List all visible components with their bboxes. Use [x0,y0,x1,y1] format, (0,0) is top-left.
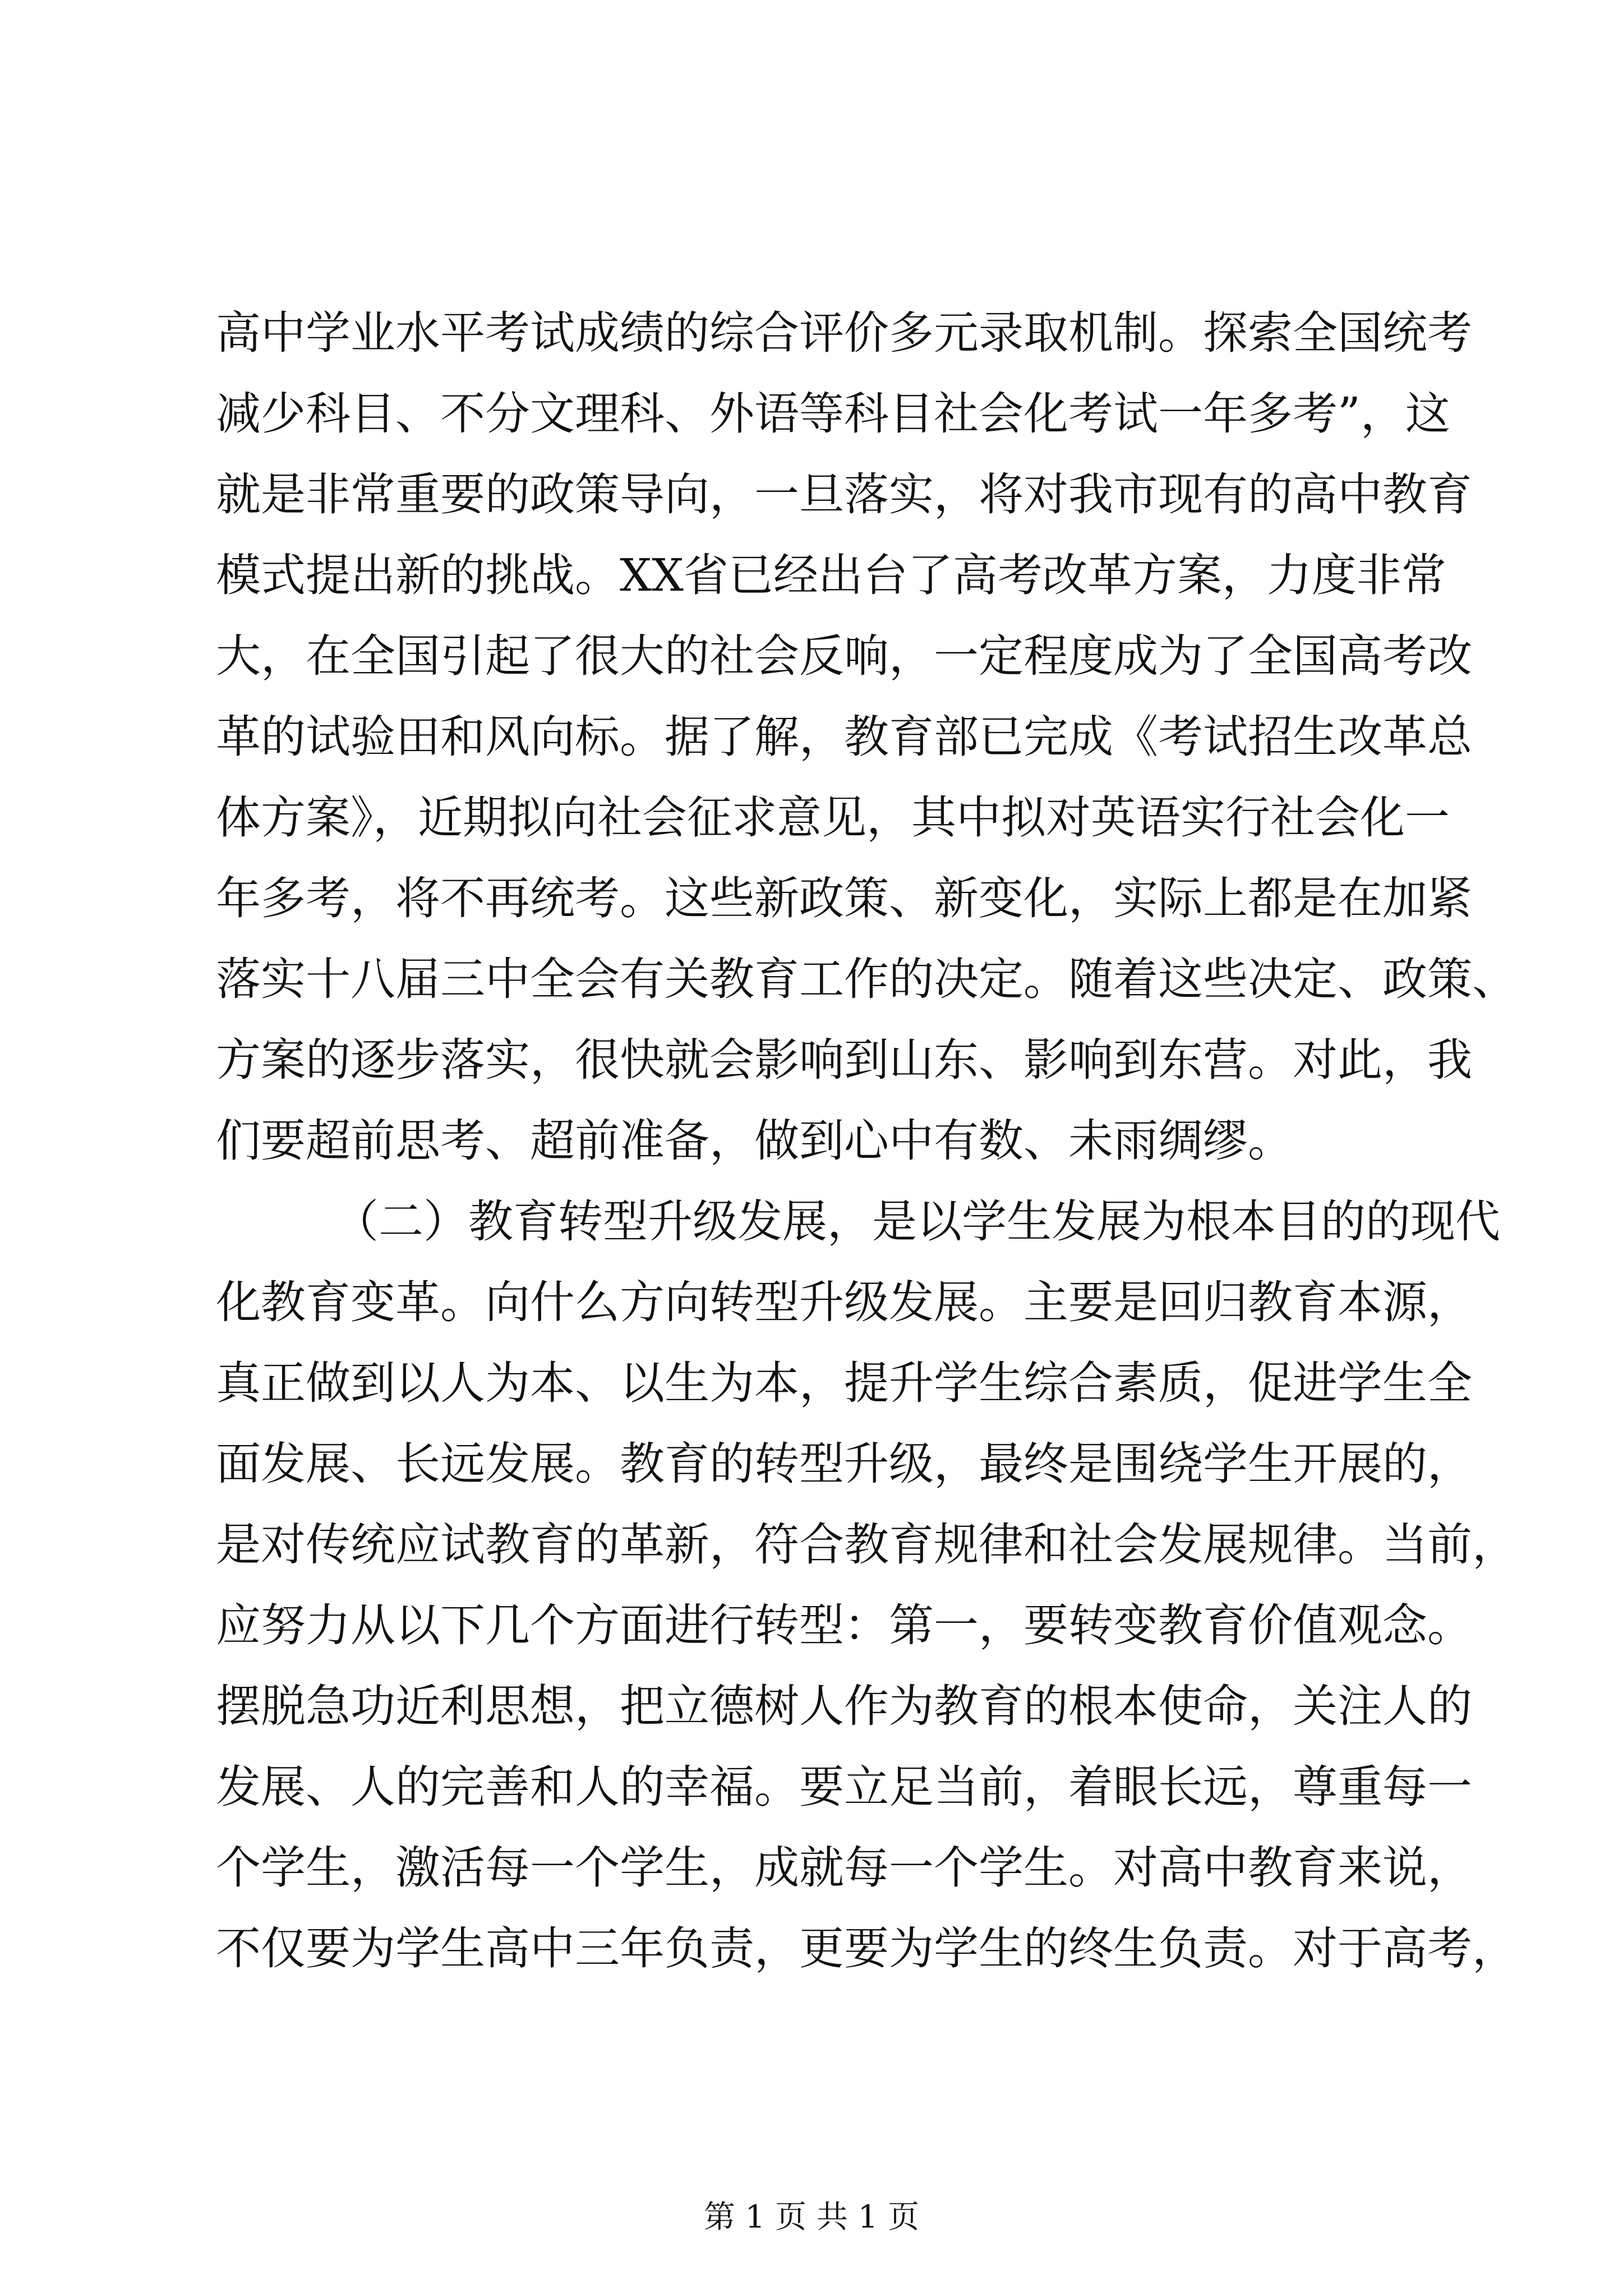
text-line: 高中学业水平考试成绩的综合评价多元录取机制。探索全国统考 [216,307,1472,359]
text-line: 是对传统应试教育的革新，符合教育规律和社会发展规律。当前， [216,1519,1517,1571]
text-line: 年多考，将不再统考。这些新政策、新变化，实际上都是在加紧 [216,872,1472,924]
text-line: 落实十八届三中全会有关教育工作的决定。随着这些决定、政策、 [216,953,1517,1005]
text-line: 不仅要为学生高中三年负责，更要为学生的终生负责。对于高考， [216,1922,1517,1975]
page-number-label: 第 1 页 共 1 页 [703,2199,920,2235]
paragraph-start-line: （二）教育转型升级发展，是以学生发展为根本目的的现代 [334,1195,1500,1248]
text-line: 减少科目、不分文理科、外语等科目社会化考试一年多考”，这 [216,388,1450,440]
text-line: 体方案》，近期拟向社会征求意见，其中拟对英语实行社会化一 [216,792,1450,844]
text-line: 个学生，激活每一个学生，成就每一个学生。对高中教育来说， [216,1842,1472,1894]
text-line: 发展、人的完善和人的幸福。要立足当前，着眼长远，尊重每一 [216,1761,1472,1813]
text-line: 们要超前思考、超前准备，做到心中有数、未雨绸缪。 [216,1115,1293,1167]
text-line: 化教育变革。向什么方向转型升级发展。主要是回归教育本源， [216,1276,1472,1328]
page-footer [0,2198,1623,2237]
text-line: 真正做到以人为本、以生为本，提升学生综合素质，促进学生全 [216,1357,1472,1409]
text-line: 就是非常重要的政策导向，一旦落实，将对我市现有的高中教育 [216,468,1472,521]
text-line: 大，在全国引起了很大的社会反响，一定程度成为了全国高考改 [216,630,1472,682]
text-line: 应努力从以下几个方面进行转型：第一，要转变教育价值观念。 [216,1599,1472,1651]
body-text [216,293,1517,1989]
text-line: 模式提出新的挑战。XX省已经出台了高考改革方案，力度非常 [216,549,1446,601]
text-line: 方案的逐步落实，很快就会影响到山东、影响到东营。对此，我 [216,1034,1472,1086]
text-line: 面发展、长远发展。教育的转型升级，最终是围绕学生开展的， [216,1438,1472,1490]
text-line: 摆脱急功近利思想，把立德树人作为教育的根本使命，关注人的 [216,1680,1472,1732]
text-line: 革的试验田和风向标。据了解，教育部已完成《考试招生改革总 [216,711,1472,763]
